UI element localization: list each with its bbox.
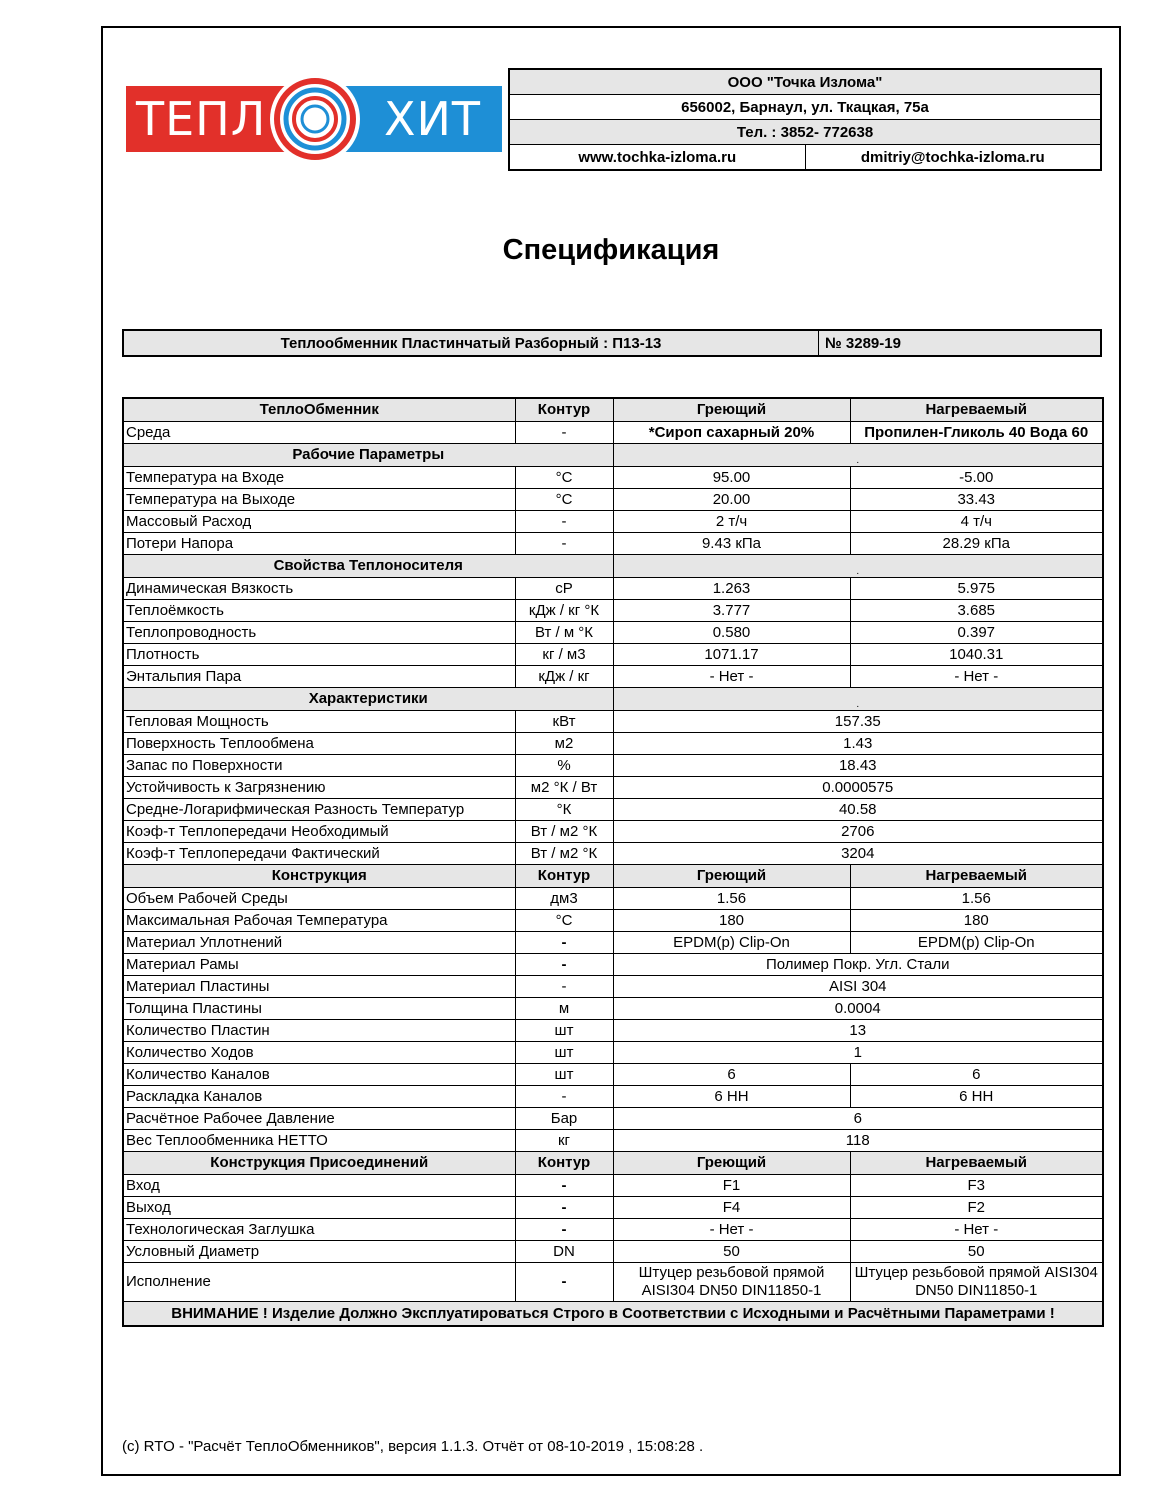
row-unit: °К <box>515 799 613 821</box>
section-title: Рабочие Параметры <box>123 444 613 467</box>
row-unit: - <box>515 1197 613 1219</box>
row-label: Условный Диаметр <box>123 1241 515 1263</box>
row-hot-value: - Нет - <box>613 666 850 688</box>
row-label: Выход <box>123 1197 515 1219</box>
row-label: Толщина Пластины <box>123 998 515 1020</box>
row-cold-value: F3 <box>850 1175 1103 1197</box>
row-value: 2706 <box>613 821 1103 843</box>
table-row <box>123 888 1103 910</box>
row-cold-value: - Нет - <box>850 666 1103 688</box>
table-row <box>123 1241 1103 1263</box>
row-cold-value: 33.43 <box>850 489 1103 511</box>
row-hot-value: 180 <box>613 910 850 932</box>
table-row <box>123 644 1103 666</box>
table-header-row <box>123 398 1103 422</box>
row-label: Исполнение <box>123 1263 515 1302</box>
footer-note: (c) RTO - "Расчёт ТеплоОбменников", версия 1.1.3. Отчёт от 08-10-2019 , 15:08:28 . <box>122 1438 704 1455</box>
table-row <box>123 954 1103 976</box>
product-name: Теплообменник Пластинчатый Разборный : П13-13 <box>123 330 819 356</box>
row-label: Материал Уплотнений <box>123 932 515 954</box>
table-row <box>123 578 1103 600</box>
row-cold-value: Штуцер резьбовой прямой AISI304 DN50 DIN11850-1 <box>850 1263 1103 1302</box>
row-value: 3204 <box>613 843 1103 865</box>
table-row <box>123 1197 1103 1219</box>
row-label: Устойчивость к Загрязнению <box>123 777 515 799</box>
company-phone: Тел. : 3852- 772638 <box>509 120 1101 145</box>
row-unit: cP <box>515 578 613 600</box>
row-hot-value: 1.56 <box>613 888 850 910</box>
section-dot: . <box>613 688 1103 711</box>
product-number: № 3289-19 <box>819 330 1102 356</box>
row-unit: - <box>515 1219 613 1241</box>
row-label: Температура на Выходе <box>123 489 515 511</box>
row-value: 13 <box>613 1020 1103 1042</box>
row-value: AISI 304 <box>613 976 1103 998</box>
product-header <box>122 329 1102 357</box>
row-label: Материал Рамы <box>123 954 515 976</box>
company-address: 656002, Барнаул, ул. Ткацкая, 75а <box>509 95 1101 120</box>
row-value: Полимер Покр. Угл. Стали <box>613 954 1103 976</box>
logo-text-left: ТЕПЛ <box>136 92 267 146</box>
row-label: Вес Теплообменника НЕТТО <box>123 1130 515 1152</box>
row-hot-value: 1071.17 <box>613 644 850 666</box>
header-hot: Греющий <box>613 398 850 422</box>
table-row <box>123 1020 1103 1042</box>
row-cold-value: 6 <box>850 1064 1103 1086</box>
row-label: Материал Пластины <box>123 976 515 998</box>
table-row <box>123 755 1103 777</box>
row-unit: % <box>515 755 613 777</box>
row-hot-value: 6 НН <box>613 1086 850 1108</box>
section-dot: . <box>613 555 1103 578</box>
row-label: Коэф-т Теплопередачи Необходимый <box>123 821 515 843</box>
row-label: Расчётное Рабочее Давление <box>123 1108 515 1130</box>
table-row <box>123 666 1103 688</box>
header-exchanger: ТеплоОбменник <box>123 398 515 422</box>
row-label: Тепловая Мощность <box>123 711 515 733</box>
table-row <box>123 1064 1103 1086</box>
table-row <box>123 1175 1103 1197</box>
row-label: Плотность <box>123 644 515 666</box>
row-label: Объем Рабочей Среды <box>123 888 515 910</box>
construction-header-row <box>123 865 1103 888</box>
row-label: Количество Ходов <box>123 1042 515 1064</box>
table-row <box>123 622 1103 644</box>
header-cold: Нагреваемый <box>850 1152 1103 1175</box>
header-hot: Греющий <box>613 1152 850 1175</box>
row-label: Поверхность Теплообмена <box>123 733 515 755</box>
row-cold-value: 28.29 кПа <box>850 533 1103 555</box>
row-label: Средне-Логарифмическая Разность Температур <box>123 799 515 821</box>
row-label: Раскладка Каналов <box>123 1086 515 1108</box>
company-name: ООО "Точка Излома" <box>509 69 1101 95</box>
row-cold-value: 3.685 <box>850 600 1103 622</box>
row-unit: °C <box>515 910 613 932</box>
row-unit: кг / м3 <box>515 644 613 666</box>
table-row <box>123 711 1103 733</box>
row-hot-value: 3.777 <box>613 600 850 622</box>
company-email-link[interactable]: dmitriy@tochka-izloma.ru <box>805 145 1101 171</box>
document-title: Спецификация <box>502 234 720 266</box>
section-title: Конструкция Присоединений <box>123 1152 515 1175</box>
row-value: 1 <box>613 1042 1103 1064</box>
row-cold-value: 50 <box>850 1241 1103 1263</box>
row-hot-value: F4 <box>613 1197 850 1219</box>
row-hot-value: *Сироп сахарный 20% <box>613 422 850 444</box>
table-row <box>123 1130 1103 1152</box>
row-label: Среда <box>123 422 515 444</box>
row-label: Максимальная Рабочая Температура <box>123 910 515 932</box>
row-value: 40.58 <box>613 799 1103 821</box>
table-row <box>123 422 1103 444</box>
row-label: Вход <box>123 1175 515 1197</box>
row-hot-value: EPDM(p) Clip-On <box>613 932 850 954</box>
row-unit: Вт / м °К <box>515 622 613 644</box>
connections-header-row <box>123 1152 1103 1175</box>
table-row <box>123 1219 1103 1241</box>
row-hot-value: 2 т/ч <box>613 511 850 533</box>
section-row <box>123 688 1103 711</box>
row-cold-value: 0.397 <box>850 622 1103 644</box>
row-unit: - <box>515 1086 613 1108</box>
table-row <box>123 1086 1103 1108</box>
row-hot-value: 1.263 <box>613 578 850 600</box>
table-row <box>123 733 1103 755</box>
row-label: Теплоёмкость <box>123 600 515 622</box>
row-unit: - <box>515 533 613 555</box>
specification-table <box>122 397 1104 1327</box>
row-label: Температура на Входе <box>123 467 515 489</box>
table-row <box>123 843 1103 865</box>
warning-row <box>123 1302 1103 1327</box>
row-value: 0.0000575 <box>613 777 1103 799</box>
header-cold: Нагреваемый <box>850 398 1103 422</box>
header-circuit: Контур <box>515 865 613 888</box>
logo-swirl-icon <box>268 72 362 166</box>
company-website-link[interactable]: www.tochka-izloma.ru <box>509 145 805 171</box>
table-row <box>123 821 1103 843</box>
row-cold-value: Пропилен-Гликоль 40 Вода 60 <box>850 422 1103 444</box>
row-unit: - <box>515 422 613 444</box>
table-row <box>123 1108 1103 1130</box>
section-title: Конструкция <box>123 865 515 888</box>
company-logo <box>126 72 502 166</box>
table-row <box>123 910 1103 932</box>
row-cold-value: -5.00 <box>850 467 1103 489</box>
row-label: Запас по Поверхности <box>123 755 515 777</box>
table-row <box>123 976 1103 998</box>
table-row <box>123 799 1103 821</box>
row-unit: °C <box>515 467 613 489</box>
table-row <box>123 1042 1103 1064</box>
row-cold-value: 5.975 <box>850 578 1103 600</box>
row-label: Технологическая Заглушка <box>123 1219 515 1241</box>
row-unit: шт <box>515 1020 613 1042</box>
section-row <box>123 555 1103 578</box>
row-unit: м2 <box>515 733 613 755</box>
row-label: Динамическая Вязкость <box>123 578 515 600</box>
row-hot-value: 0.580 <box>613 622 850 644</box>
row-value: 18.43 <box>613 755 1103 777</box>
row-cold-value: 180 <box>850 910 1103 932</box>
row-label: Количество Пластин <box>123 1020 515 1042</box>
table-row <box>123 489 1103 511</box>
row-unit: м <box>515 998 613 1020</box>
row-unit: шт <box>515 1064 613 1086</box>
row-unit: м2 °К / Вт <box>515 777 613 799</box>
row-unit: шт <box>515 1042 613 1064</box>
row-unit: - <box>515 511 613 533</box>
table-row <box>123 777 1103 799</box>
row-label: Коэф-т Теплопередачи Фактический <box>123 843 515 865</box>
header-circuit: Контур <box>515 1152 613 1175</box>
row-label: Теплопроводность <box>123 622 515 644</box>
header-hot: Греющий <box>613 865 850 888</box>
row-value: 118 <box>613 1130 1103 1152</box>
row-unit: - <box>515 954 613 976</box>
row-unit: Бар <box>515 1108 613 1130</box>
table-row <box>123 533 1103 555</box>
row-unit: - <box>515 976 613 998</box>
row-unit: - <box>515 1175 613 1197</box>
row-label: Потери Напора <box>123 533 515 555</box>
row-label: Количество Каналов <box>123 1064 515 1086</box>
row-hot-value: 50 <box>613 1241 850 1263</box>
row-cold-value: EPDM(p) Clip-On <box>850 932 1103 954</box>
row-label: Массовый Расход <box>123 511 515 533</box>
warning-text: ВНИМАНИЕ ! Изделие Должно Эксплуатироваться Строго в Соответствии с Исходными и Расчётными Параметрами ! <box>123 1302 1103 1327</box>
row-cold-value: 4 т/ч <box>850 511 1103 533</box>
row-cold-value: 1040.31 <box>850 644 1103 666</box>
row-cold-value: - Нет - <box>850 1219 1103 1241</box>
row-hot-value: 9.43 кПа <box>613 533 850 555</box>
row-unit: кВт <box>515 711 613 733</box>
row-unit: DN <box>515 1241 613 1263</box>
row-value: 0.0004 <box>613 998 1103 1020</box>
row-hot-value: Штуцер резьбовой прямой AISI304 DN50 DIN11850-1 <box>613 1263 850 1302</box>
row-cold-value: F2 <box>850 1197 1103 1219</box>
section-dot: . <box>613 444 1103 467</box>
table-row <box>123 1263 1103 1302</box>
row-unit: дм3 <box>515 888 613 910</box>
row-unit: Вт / м2 °К <box>515 843 613 865</box>
row-unit: кДж / кг °К <box>515 600 613 622</box>
row-hot-value: 6 <box>613 1064 850 1086</box>
row-cold-value: 6 НН <box>850 1086 1103 1108</box>
table-row <box>123 600 1103 622</box>
table-row <box>123 932 1103 954</box>
row-unit: - <box>515 932 613 954</box>
row-hot-value: - Нет - <box>613 1219 850 1241</box>
section-title: Характеристики <box>123 688 613 711</box>
row-unit: - <box>515 1263 613 1302</box>
row-value: 1.43 <box>613 733 1103 755</box>
row-unit: кДж / кг <box>515 666 613 688</box>
table-row <box>123 467 1103 489</box>
table-row <box>123 998 1103 1020</box>
row-unit: °C <box>515 489 613 511</box>
row-unit: Вт / м2 °К <box>515 821 613 843</box>
row-value: 157.35 <box>613 711 1103 733</box>
company-info-table <box>508 68 1102 171</box>
row-label: Энтальпия Пара <box>123 666 515 688</box>
row-unit: кг <box>515 1130 613 1152</box>
table-row <box>123 511 1103 533</box>
row-hot-value: 95.00 <box>613 467 850 489</box>
row-cold-value: 1.56 <box>850 888 1103 910</box>
header-cold: Нагреваемый <box>850 865 1103 888</box>
row-hot-value: F1 <box>613 1175 850 1197</box>
row-value: 6 <box>613 1108 1103 1130</box>
header-circuit: Контур <box>515 398 613 422</box>
section-title: Свойства Теплоносителя <box>123 555 613 578</box>
row-hot-value: 20.00 <box>613 489 850 511</box>
section-row <box>123 444 1103 467</box>
logo-text-right: ХИТ <box>384 92 482 146</box>
